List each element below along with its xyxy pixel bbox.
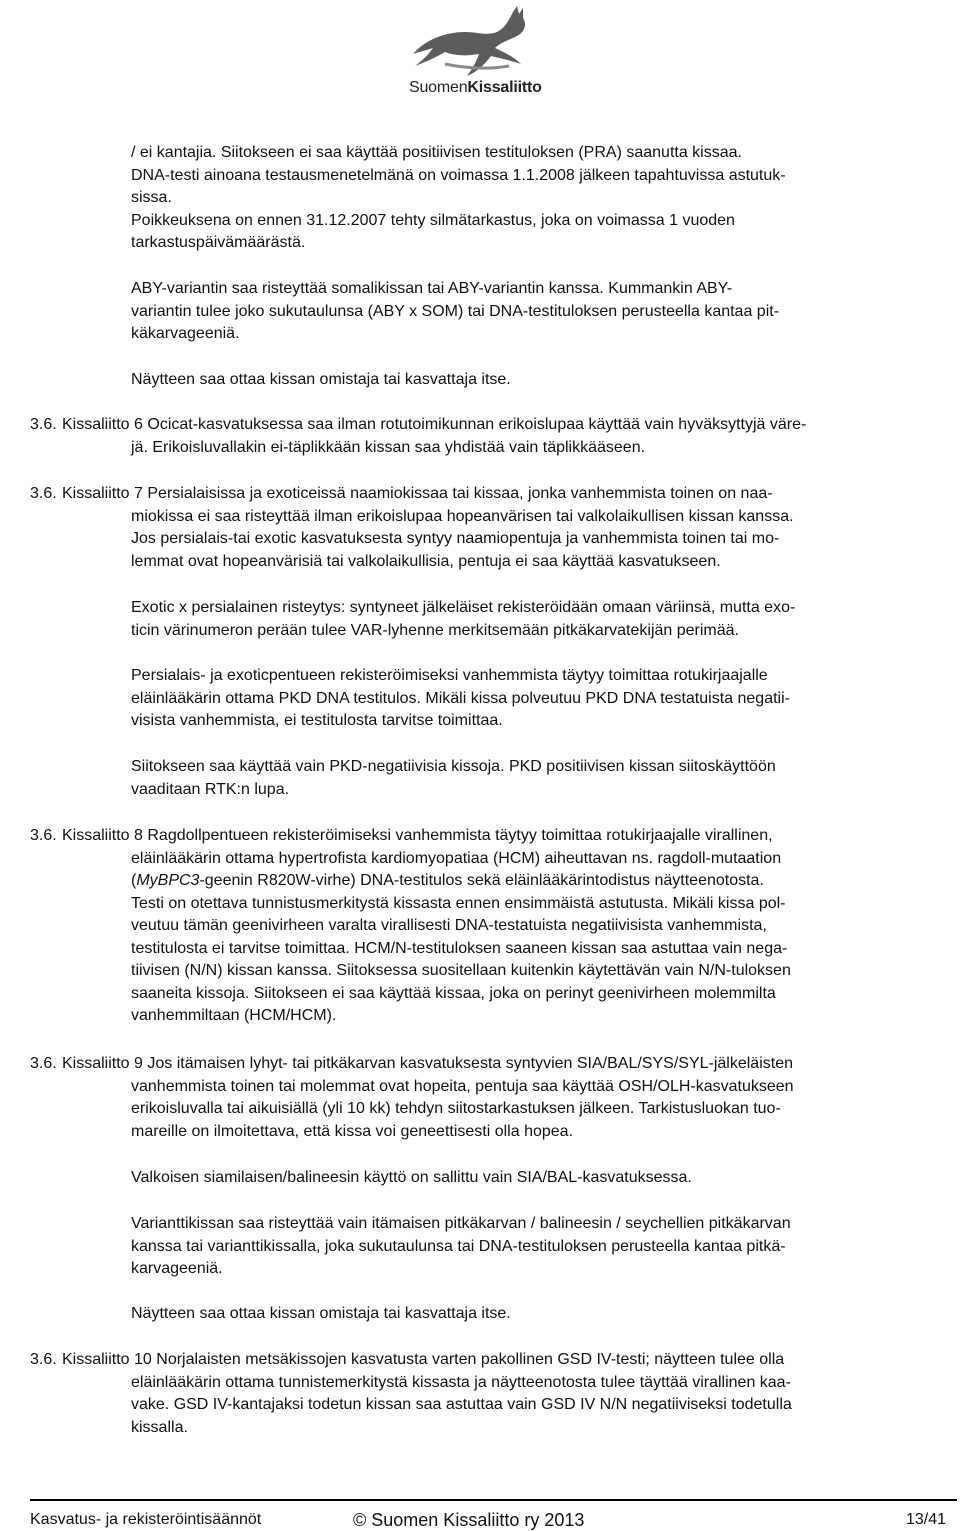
footer-divider <box>30 1499 957 1501</box>
rule-heading: Kissaliitto 9 Jos itämaisen lyhyt- tai pitkäkarvan kasvatuksesta syntyvien SIA/BAL/SYS/SYL-jälkeläisten <box>62 1055 793 1072</box>
rule-body: Varianttikissan saa risteyttää vain itämaisen pitkäkarvan / balineesin / seychellien pitkäkarvan kanssa tai varianttikissalla, joka sukutaulunsa tai DNA-testituloksen perusteella kantaa pitkä- karvageeniä. <box>131 1215 791 1277</box>
rule-number: 3.6. <box>30 1351 57 1368</box>
rule-number: 3.6. <box>30 416 57 433</box>
rule-body: Näytteen saa ottaa kissan omistaja tai kasvattaja itse. <box>131 1305 511 1322</box>
paragraph-pra: / ei kantajia. Siitokseen ei saa käyttää positiivisen testituloksen (PRA) saanutta kissaa. DNA-testi ainoana testausmenetelmänä on voimassa 1.1.2008 jälkeen tapahtuvissa astutuk- sissa. Poikkeuksena on ennen 31.12.2007 tehty silmätarkastus, joka on voimassa 1 vuoden tarkastuspäivämäärästä. <box>131 144 786 251</box>
rule-body: miokissa ei saa risteyttää ilman erikoislupaa hopeanvärisen tai valkolaikullisen kissan kanssa. Jos persialais-tai exotic kasvatuksesta syntyy naamiopentuja ja vanhemmista toinen tai mo- lemmat ovat hopeanvärisiä tai valkolaikullisia, pentuja ei saa käyttää kasvatukseen. <box>131 507 794 570</box>
footer-copyright: © Suomen Kissaliitto ry 2013 <box>353 1510 585 1530</box>
rule-body: vanhemmista toinen tai molemmat ovat hopeita, pentuja saa käyttää OSH/OLH-kasvatukseen erikoisluvalla tai aikuisiällä (yli 10 kk) tehdyn siitostarkastuksen jälkeen. Tarkistusluokan tuo- mareille on ilmoitettava, että kissa voi geneettisesti olla hopea. <box>131 1077 794 1140</box>
paragraph-aby-variant: ABY-variantin saa risteyttää somalikissan tai ABY-variantin kanssa. Kummankin ABY- variantin tulee joko sukutaulunsa (ABY x SOM) tai DNA-testituloksen perusteella kantaa pit- käkarvageeniä. <box>131 280 780 342</box>
paragraph-sample: Näytteen saa ottaa kissan omistaja tai kasvattaja itse. <box>131 371 511 388</box>
rule-body: Valkoisen siamilaisen/balineesin käyttö on sallittu vain SIA/BAL-kasvatuksessa. <box>131 1169 692 1186</box>
footer-page-number: 13/41 <box>906 1511 947 1528</box>
brand-name: SuomenKissaliitto <box>409 79 542 96</box>
rule-number: 3.6. <box>30 485 57 502</box>
rule-number: 3.6. <box>30 1055 57 1072</box>
rule-heading: Kissaliitto 8 Ragdollpentueen rekisteröimiseksi vanhemmista täytyy toimittaa rotukirjaajalle virallinen, <box>62 827 773 844</box>
rule-body: Persialais- ja exoticpentueen rekisteröimiseksi vanhemmista täytyy toimittaa rotukirjaajalle eläinlääkärin ottama PKD DNA testitulos. Mikäli kissa polveutuu PKD DNA testatuista negatii- visista vanhemmista, ei testitulosta tarvitse toimittaa. <box>131 667 790 729</box>
footer-document-title: Kasvatus- ja rekisteröintisäännöt <box>30 1511 262 1528</box>
rule-body: eläinlääkärin ottama hypertrofista kardiomyopatiaa (HCM) aiheuttavan ns. ragdoll-mutaation (MyBPC3-geenin R820W-virhe) DNA-testitulos sekä eläinlääkärintodistus näytteenotosta. Testi on otettava tunnistusmerkitystä kissasta ennen ensimmäistä astutusta. Mikäli kissa pol- veutuu tämän geenivirheen varalta virallisesti DNA-testatuista negatiivisista vanhemmista, testitulosta ei tarvitse toimittaa. HCM/N-testituloksen saaneen kissan saa astuttaa vain nega- tiivisen (N/N) kissan kanssa. Siitoksessa suositellaan kuitenkin käytettävän vain N/N-tuloksen saaneita kissoja. Siitokseen ei saa käyttää kissaa, joka on perinyt geenivirheen molemmilta vanhemmiltaan (HCM/HCM). <box>131 849 791 1024</box>
cat-silhouette-icon <box>405 2 555 82</box>
rule-heading: Kissaliitto 7 Persialaisissa ja exoticeissä naamiokissaa tai kissaa, jonka vanhemmista toinen on naa- <box>62 485 773 502</box>
rule-body: Siitokseen saa käyttää vain PKD-negatiivisia kissoja. PKD positiivisen kissan siitoskäyttöön vaaditaan RTK:n lupa. <box>131 758 776 798</box>
rule-body: Exotic x persialainen risteytys: syntyneet jälkeläiset rekisteröidään omaan väriinsä, mutta exo- ticin värinumeron perään tulee VAR-lyhenne merkitsemään pitkäkarvatekijän perimää. <box>131 599 796 639</box>
gene-name: MyBPC3 <box>136 872 200 889</box>
rule-number: 3.6. <box>30 827 57 844</box>
rule-body: eläinlääkärin ottama tunnistemerkitystä kissasta ja näytteenotosta tulee täyttää virallinen kaa- vake. GSD IV-kantajaksi todetun kissan saa astuttaa vain GSD IV N/N negatiiviseksi todetulla kissalla. <box>131 1373 792 1436</box>
rule-heading: Kissaliitto 10 Norjalaisten metsäkissojen kasvatusta varten pakollinen GSD IV-testi; näytteen tulee olla <box>62 1351 785 1368</box>
